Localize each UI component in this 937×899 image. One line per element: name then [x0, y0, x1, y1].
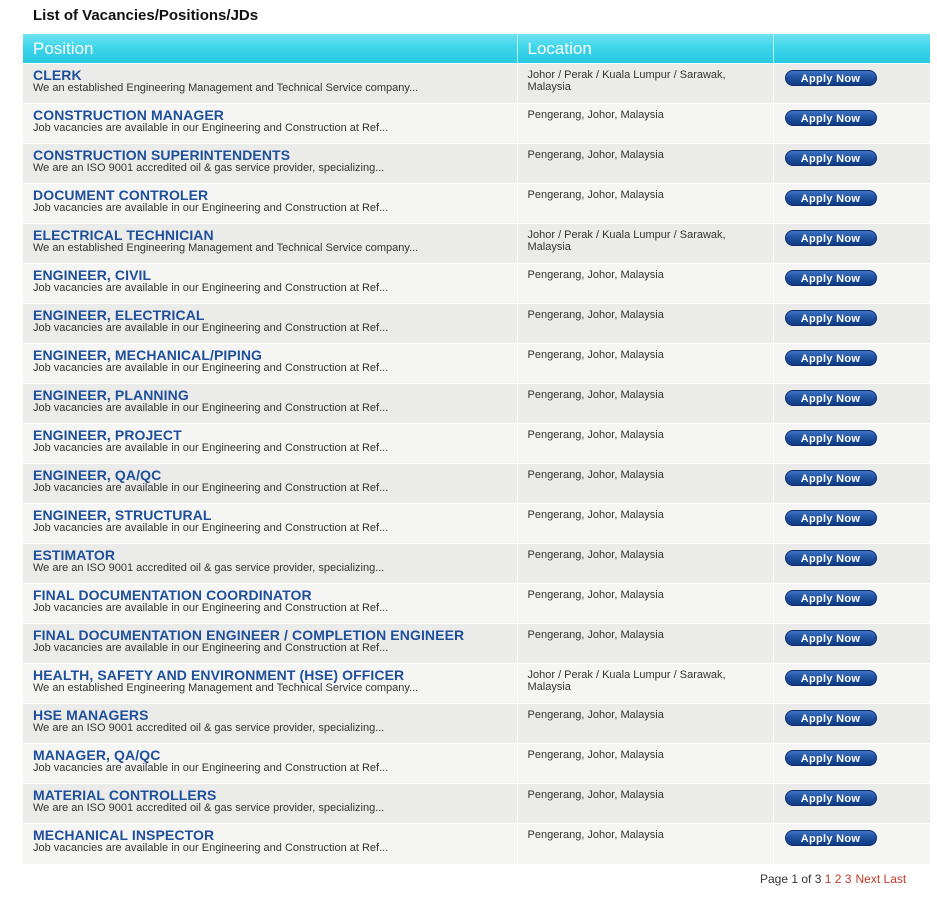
- page-link-2[interactable]: 2: [834, 872, 842, 886]
- apply-now-button[interactable]: Apply Now: [785, 270, 877, 286]
- table-row: [23, 584, 930, 624]
- position-cell: [23, 664, 517, 704]
- action-cell: [773, 544, 930, 584]
- action-cell: [773, 384, 930, 424]
- location-cell: Pengerang, Johor, Malaysia: [517, 184, 773, 224]
- location-cell: Pengerang, Johor, Malaysia: [517, 264, 773, 304]
- location-cell: Pengerang, Johor, Malaysia: [517, 104, 773, 144]
- table-row: [23, 104, 930, 144]
- location-cell: Pengerang, Johor, Malaysia: [517, 344, 773, 384]
- position-cell: [23, 624, 517, 664]
- position-description: We are an ISO 9001 accredited oil & gas service provider, specializing...: [33, 562, 385, 574]
- action-cell: [773, 104, 930, 144]
- action-cell: [773, 784, 930, 824]
- position-cell: [23, 504, 517, 544]
- apply-now-button[interactable]: Apply Now: [785, 430, 877, 446]
- position-cell: [23, 464, 517, 504]
- position-description: We are an ISO 9001 accredited oil & gas service provider, specializing...: [33, 722, 385, 734]
- position-cell: [23, 424, 517, 464]
- action-cell: [773, 824, 930, 864]
- position-cell: [23, 824, 517, 864]
- apply-now-button[interactable]: Apply Now: [785, 510, 877, 526]
- position-title-link[interactable]: DOCUMENT CONTROLER: [33, 187, 209, 203]
- position-title-link[interactable]: ELECTRICAL TECHNICIAN: [33, 227, 214, 243]
- position-description: We are an ISO 9001 accredited oil & gas service provider, specializing...: [33, 162, 385, 174]
- table-row: [23, 664, 930, 704]
- table-row: [23, 144, 930, 184]
- action-cell: [773, 704, 930, 744]
- position-cell: [23, 104, 517, 144]
- apply-now-button[interactable]: Apply Now: [785, 390, 877, 406]
- table-body: [23, 64, 930, 864]
- page-title: List of Vacancies/Positions/JDs: [33, 7, 259, 24]
- position-cell: [23, 544, 517, 584]
- position-title-link[interactable]: ENGINEER, QA/QC: [33, 467, 162, 483]
- position-title-link[interactable]: CLERK: [33, 67, 82, 83]
- location-cell: Johor / Perak / Kuala Lumpur / Sarawak, Malaysia: [517, 64, 773, 104]
- action-cell: [773, 464, 930, 504]
- position-description: Job vacancies are available in our Engineering and Construction at Ref...: [33, 482, 389, 494]
- table-row: [23, 344, 930, 384]
- position-description: We are an ISO 9001 accredited oil & gas service provider, specializing...: [33, 802, 385, 814]
- location-cell: Pengerang, Johor, Malaysia: [517, 424, 773, 464]
- location-cell: Pengerang, Johor, Malaysia: [517, 544, 773, 584]
- table-row: [23, 424, 930, 464]
- action-cell: [773, 664, 930, 704]
- apply-now-button[interactable]: Apply Now: [785, 830, 877, 846]
- position-cell: [23, 784, 517, 824]
- action-cell: [773, 144, 930, 184]
- action-cell: [773, 64, 930, 104]
- vacancies-table: [23, 34, 930, 864]
- apply-now-button[interactable]: Apply Now: [785, 790, 877, 806]
- position-description: Job vacancies are available in our Engineering and Construction at Ref...: [33, 762, 389, 774]
- table-row: [23, 704, 930, 744]
- column-header-action: [773, 34, 930, 64]
- action-cell: [773, 344, 930, 384]
- position-title-link[interactable]: HSE MANAGERS: [33, 707, 149, 723]
- position-description: Job vacancies are available in our Engineering and Construction at Ref...: [33, 122, 389, 134]
- apply-now-button[interactable]: Apply Now: [785, 150, 877, 166]
- position-cell: [23, 64, 517, 104]
- location-cell: Pengerang, Johor, Malaysia: [517, 304, 773, 344]
- position-title-link[interactable]: ENGINEER, CIVIL: [33, 267, 152, 283]
- position-description: Job vacancies are available in our Engineering and Construction at Ref...: [33, 842, 389, 854]
- pagination: [760, 872, 906, 886]
- action-cell: [773, 424, 930, 464]
- table-row: [23, 824, 930, 864]
- table-row: [23, 184, 930, 224]
- apply-now-button[interactable]: Apply Now: [785, 350, 877, 366]
- position-title-link[interactable]: MANAGER, QA/QC: [33, 747, 161, 763]
- location-cell: Johor / Perak / Kuala Lumpur / Sarawak, Malaysia: [517, 224, 773, 264]
- position-title-link[interactable]: FINAL DOCUMENTATION ENGINEER / COMPLETION ENGINEER: [33, 627, 465, 643]
- position-title-link[interactable]: CONSTRUCTION SUPERINTENDENTS: [33, 147, 291, 163]
- action-cell: [773, 584, 930, 624]
- action-cell: [773, 624, 930, 664]
- position-cell: [23, 384, 517, 424]
- apply-now-button[interactable]: Apply Now: [785, 670, 877, 686]
- position-cell: [23, 224, 517, 264]
- apply-now-button[interactable]: Apply Now: [785, 630, 877, 646]
- position-cell: [23, 144, 517, 184]
- apply-now-button[interactable]: Apply Now: [785, 310, 877, 326]
- apply-now-button[interactable]: Apply Now: [785, 70, 877, 86]
- page-link-1[interactable]: 1: [824, 872, 832, 886]
- position-cell: [23, 584, 517, 624]
- position-cell: [23, 704, 517, 744]
- action-cell: [773, 744, 930, 784]
- table-row: [23, 464, 930, 504]
- position-description: Job vacancies are available in our Engineering and Construction at Ref...: [33, 322, 389, 334]
- table-row: [23, 544, 930, 584]
- action-cell: [773, 304, 930, 344]
- position-description: Job vacancies are available in our Engineering and Construction at Ref...: [33, 402, 389, 414]
- apply-now-button[interactable]: Apply Now: [785, 710, 877, 726]
- position-description: Job vacancies are available in our Engineering and Construction at Ref...: [33, 522, 389, 534]
- location-cell: Pengerang, Johor, Malaysia: [517, 144, 773, 184]
- table-row: [23, 384, 930, 424]
- position-description: Job vacancies are available in our Engineering and Construction at Ref...: [33, 602, 389, 614]
- position-cell: [23, 304, 517, 344]
- action-cell: [773, 264, 930, 304]
- position-description: Job vacancies are available in our Engineering and Construction at Ref...: [33, 362, 389, 374]
- table-row: [23, 64, 930, 104]
- location-cell: Pengerang, Johor, Malaysia: [517, 384, 773, 424]
- position-title-link[interactable]: MATERIAL CONTROLLERS: [33, 787, 217, 803]
- table-row: [23, 784, 930, 824]
- position-cell: [23, 744, 517, 784]
- location-cell: Pengerang, Johor, Malaysia: [517, 784, 773, 824]
- position-title-link[interactable]: ENGINEER, PROJECT: [33, 427, 182, 443]
- apply-now-button[interactable]: Apply Now: [785, 190, 877, 206]
- table-row: [23, 504, 930, 544]
- action-cell: [773, 184, 930, 224]
- table-row: [23, 744, 930, 784]
- position-title-link[interactable]: ENGINEER, STRUCTURAL: [33, 507, 212, 523]
- position-title-link[interactable]: ESTIMATOR: [33, 547, 116, 563]
- table-header-row: [23, 34, 930, 64]
- last-page-link[interactable]: Last: [883, 872, 907, 886]
- apply-now-button[interactable]: Apply Now: [785, 230, 877, 246]
- position-description: Job vacancies are available in our Engineering and Construction at Ref...: [33, 442, 389, 454]
- column-header-location: Location: [517, 34, 773, 64]
- apply-now-button[interactable]: Apply Now: [785, 590, 877, 606]
- column-header-position: Position: [23, 34, 517, 64]
- location-cell: Pengerang, Johor, Malaysia: [517, 584, 773, 624]
- position-title-link[interactable]: ENGINEER, ELECTRICAL: [33, 307, 205, 323]
- position-title-link[interactable]: ENGINEER, PLANNING: [33, 387, 189, 403]
- position-cell: [23, 344, 517, 384]
- table-row: [23, 304, 930, 344]
- location-cell: Johor / Perak / Kuala Lumpur / Sarawak, Malaysia: [517, 664, 773, 704]
- next-page-link[interactable]: Next: [855, 872, 881, 886]
- location-cell: Pengerang, Johor, Malaysia: [517, 464, 773, 504]
- position-description: Job vacancies are available in our Engineering and Construction at Ref...: [33, 642, 389, 654]
- apply-now-button[interactable]: Apply Now: [785, 550, 877, 566]
- action-cell: [773, 224, 930, 264]
- position-description: We an established Engineering Management and Technical Service company...: [33, 82, 419, 94]
- location-cell: Pengerang, Johor, Malaysia: [517, 504, 773, 544]
- action-cell: [773, 504, 930, 544]
- table-row: [23, 224, 930, 264]
- position-title-link[interactable]: HEALTH, SAFETY AND ENVIRONMENT (HSE) OFFICER: [33, 667, 405, 683]
- position-description: Job vacancies are available in our Engineering and Construction at Ref...: [33, 202, 389, 214]
- location-cell: Pengerang, Johor, Malaysia: [517, 824, 773, 864]
- apply-now-button[interactable]: Apply Now: [785, 110, 877, 126]
- position-title-link[interactable]: ENGINEER, MECHANICAL/PIPING: [33, 347, 263, 363]
- page-status: Page 1 of 3: [760, 872, 822, 886]
- page-link-3[interactable]: 3: [844, 872, 852, 886]
- location-cell: Pengerang, Johor, Malaysia: [517, 744, 773, 784]
- position-title-link[interactable]: CONSTRUCTION MANAGER: [33, 107, 224, 123]
- apply-now-button[interactable]: Apply Now: [785, 750, 877, 766]
- position-cell: [23, 264, 517, 304]
- table-row: [23, 624, 930, 664]
- apply-now-button[interactable]: Apply Now: [785, 470, 877, 486]
- position-description: We an established Engineering Management and Technical Service company...: [33, 242, 419, 254]
- location-cell: Pengerang, Johor, Malaysia: [517, 624, 773, 664]
- position-description: We an established Engineering Management and Technical Service company...: [33, 682, 419, 694]
- location-cell: Pengerang, Johor, Malaysia: [517, 704, 773, 744]
- position-cell: [23, 184, 517, 224]
- position-title-link[interactable]: FINAL DOCUMENTATION COORDINATOR: [33, 587, 312, 603]
- position-title-link[interactable]: MECHANICAL INSPECTOR: [33, 827, 215, 843]
- position-description: Job vacancies are available in our Engineering and Construction at Ref...: [33, 282, 389, 294]
- table-row: [23, 264, 930, 304]
